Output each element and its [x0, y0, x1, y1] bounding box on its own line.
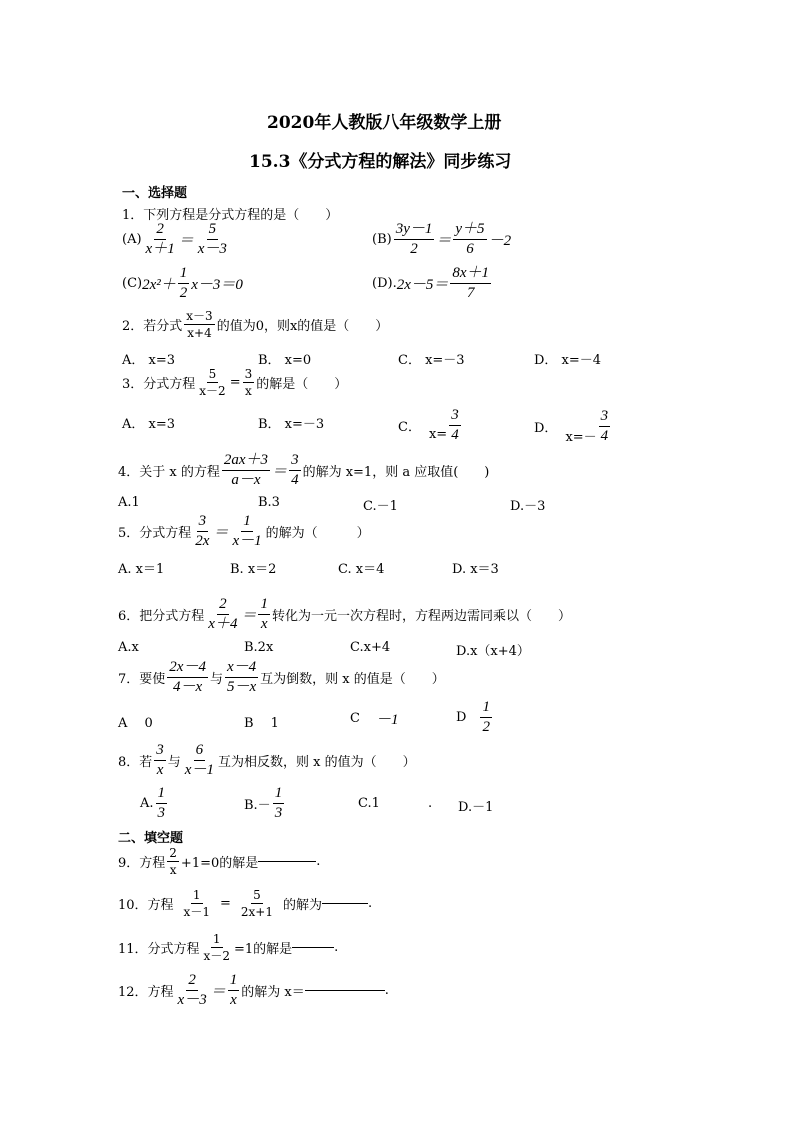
q8-b-label: B.－	[244, 798, 271, 813]
q8-option-a	[140, 786, 169, 821]
q5-pre: 5．分式方程	[118, 526, 192, 541]
q6-pre: 6．把分式方程	[118, 609, 205, 624]
q5-option-d: D. x＝3	[452, 562, 499, 577]
q2-option-c: C． x=－3	[398, 353, 465, 368]
fraction: $\frac{3}{4}$	[291, 452, 299, 488]
fraction: $\frac{1}{x}$	[260, 596, 268, 632]
q1-d-label: (D).	[372, 276, 397, 291]
fraction: $\frac{3}{4}$	[451, 407, 459, 443]
q3-option-d	[534, 408, 612, 445]
q7-d-label: D	[456, 710, 467, 725]
q10-post: 的解为	[282, 898, 322, 913]
q3-c-pre: x=	[428, 427, 448, 442]
q4-option-b: B.3	[258, 495, 280, 510]
q1-option-c	[122, 266, 243, 301]
q8-option-b	[244, 786, 286, 821]
q1-a-label: (A)	[122, 232, 142, 247]
q3-post: 的解是（ ）	[256, 377, 348, 392]
q9-end: .	[316, 854, 321, 869]
answer-blank[interactable]	[305, 990, 385, 991]
equals-sign: ＝	[210, 984, 226, 1000]
fraction: $\frac{1}{x-2}$	[203, 932, 230, 963]
section-choice-heading: 一、选择题	[122, 186, 188, 201]
answer-blank[interactable]	[258, 861, 316, 862]
q3-option-c	[398, 408, 463, 443]
fraction: $\frac{5}{2x+1}$	[240, 888, 273, 919]
q5-stem	[118, 514, 370, 549]
q5-option-c: C. x＝4	[338, 562, 385, 577]
q4-option-c: C.－1	[363, 499, 398, 514]
q4-stem	[118, 453, 489, 488]
q8-post: 互为相反数，则 x 的值为（ ）	[217, 755, 416, 770]
q6-stem	[118, 597, 571, 632]
q11-end: .	[334, 940, 339, 955]
q3-option-a: A． x=3	[122, 417, 176, 432]
q9-stem	[118, 847, 320, 876]
answer-blank[interactable]	[292, 947, 334, 948]
q2-option-d: D． x=－4	[534, 353, 602, 368]
q2-option-b: B． x=0	[258, 353, 312, 368]
equals-sign: ＝	[272, 464, 288, 480]
q7-post: 互为倒数，则 x 的值是（ ）	[260, 672, 445, 687]
answer-blank[interactable]	[322, 903, 368, 904]
fraction: $\frac{1}{2}$	[179, 265, 188, 301]
q6-option-d: D.x（x+4）	[456, 644, 530, 659]
q1-option-d	[372, 266, 493, 301]
q6-option-b: B.2x	[244, 640, 274, 655]
q4-post: 的解为 x=1，则 a 应取值( )	[302, 465, 490, 480]
q1-option-b	[372, 222, 511, 257]
q3-pre: 3．分式方程	[122, 377, 196, 392]
fraction: $\frac{1}{x-1}$	[183, 888, 210, 919]
q10-pre: 10．方程	[118, 898, 174, 913]
q7-option-c	[350, 708, 398, 729]
stray-dot: .	[428, 796, 433, 811]
expression-head: 2x－5＝	[396, 277, 449, 293]
fraction: $\frac{y+5}{6}$	[455, 221, 485, 257]
q9-pre: 9．方程	[118, 856, 166, 871]
q5-post: 的解为（ ）	[265, 526, 370, 541]
equals-sign: ＝	[241, 608, 257, 624]
q3-stem	[122, 368, 347, 397]
equals-sign: ＝	[436, 233, 452, 249]
fraction: $\frac{3y-1}{2}$	[395, 221, 433, 257]
q6-option-c: C.x+4	[350, 640, 391, 655]
q7-option-a: A 0	[118, 716, 153, 731]
q2-option-a: A． x=3	[122, 353, 176, 368]
q9-post: +1=0的解是	[180, 856, 259, 871]
q8-pre: 8．若	[118, 755, 153, 770]
q8-a-label: A.	[140, 796, 154, 811]
fraction: $\frac{3}{4}$	[600, 408, 609, 444]
q12-end: .	[384, 983, 389, 998]
fraction: $\frac{3}{2x}$	[195, 513, 210, 549]
fraction: $\frac{1}{2}$	[482, 699, 490, 735]
fraction: $\frac{1}{3}$	[157, 785, 166, 821]
fraction: $\frac{2}{x+1}$	[145, 221, 175, 257]
fraction: $\frac{1}{x}$	[229, 972, 238, 1008]
fraction: $\frac{8x+1}{7}$	[452, 265, 490, 301]
q12-pre: 12．方程	[118, 985, 174, 1000]
q7-c-value: －1	[375, 712, 399, 728]
fraction: $\frac{2}{x+4}$	[208, 596, 238, 632]
q8-option-c: C.1	[358, 796, 380, 811]
fraction: $\frac{5}{x-2}$	[199, 367, 226, 398]
equals-sign: ＝	[178, 233, 194, 249]
q11-post: =1的解是	[233, 942, 293, 957]
equals-sign: =	[219, 896, 231, 911]
doc-title-line1: 2020年人教版八年级数学上册	[267, 113, 502, 133]
q8-stem	[118, 743, 416, 778]
q4-option-a: A.1	[118, 495, 140, 510]
q3-d-pre: x=－	[565, 430, 597, 445]
equals-sign: =	[229, 375, 241, 390]
q7-mid: 与	[209, 672, 223, 687]
q12-stem	[118, 973, 389, 1008]
q1-option-a	[122, 222, 231, 257]
q11-stem	[118, 933, 338, 962]
q7-option-b: B 1	[244, 716, 279, 731]
q7-option-d	[456, 700, 494, 735]
equals-sign: ＝	[213, 525, 229, 541]
fraction: $\frac{1}{3}$	[274, 785, 283, 821]
fraction: $\frac{x-4}{5-x}$	[226, 659, 257, 695]
q1-b-label: (B)	[372, 232, 392, 247]
q7-c-label: C	[350, 711, 360, 726]
q2-post: 的值为0，则x的值是（ ）	[216, 319, 389, 334]
fraction: $\frac{x-3}{x+4}$	[186, 309, 213, 340]
fraction: $\frac{2}{x}$	[169, 846, 177, 877]
q4-option-d: D.－3	[510, 499, 546, 514]
fraction: $\frac{2}{x-3}$	[177, 972, 207, 1008]
q5-option-b: B. x＝2	[230, 562, 277, 577]
q5-option-a: A. x＝1	[118, 562, 165, 577]
q10-end: .	[367, 896, 373, 911]
q12-post: 的解为 x＝	[241, 985, 305, 1000]
fraction: $\frac{3}{x}$	[244, 367, 253, 398]
q8-option-d: D.－1	[458, 800, 494, 815]
fraction: $\frac{3}{x}$	[156, 742, 164, 778]
doc-title-line2: 15.3《分式方程的解法》同步练习	[249, 152, 512, 172]
expression-tail: x－3＝0	[191, 277, 243, 293]
q6-post: 转化为一元一次方程时，方程两边需同乘以（ ）	[271, 609, 571, 624]
fraction: $\frac{5}{x-3}$	[197, 221, 227, 257]
fraction: $\frac{1}{x-1}$	[232, 513, 262, 549]
q3-option-b: B． x=－3	[258, 417, 325, 432]
q1-c-label: (C)	[122, 276, 143, 291]
q6-option-a: A.x	[118, 640, 139, 655]
q3-d-label: D．	[534, 421, 558, 436]
q2-stem	[122, 310, 388, 339]
fraction: $\frac{2ax+3}{a-x}$	[223, 452, 269, 488]
fraction: $\frac{2x-4}{4-x}$	[169, 659, 206, 695]
q11-pre: 11．分式方程	[118, 942, 200, 957]
q2-pre: 2．若分式	[122, 319, 183, 334]
q7-pre: 7．要使	[118, 672, 166, 687]
expression-head: 2x²＋	[142, 277, 176, 293]
q10-stem	[118, 889, 372, 918]
q8-mid: 与	[167, 755, 181, 770]
expression-tail: －2	[488, 233, 512, 249]
q1-stem: 1．下列方程是分式方程的是（ ）	[122, 208, 339, 223]
q4-pre: 4．关于 x 的方程	[118, 465, 220, 480]
fraction: $\frac{6}{x-1}$	[184, 742, 214, 778]
q3-c-label: C．	[398, 420, 421, 435]
q7-stem	[118, 660, 445, 695]
section-fill-heading: 二、填空题	[118, 831, 184, 846]
